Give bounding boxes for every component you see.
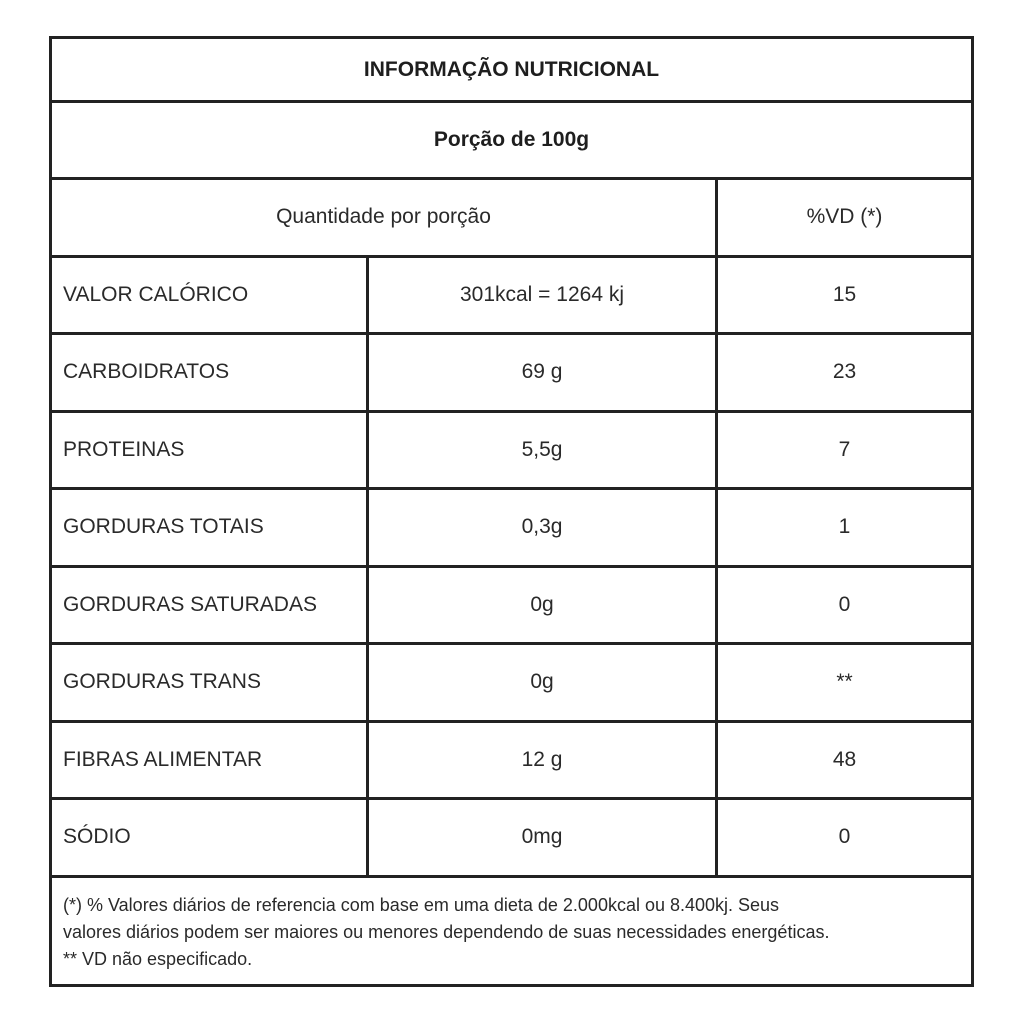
table-row xyxy=(52,413,971,491)
daily-value-header: %VD (*) xyxy=(806,205,883,229)
table-row xyxy=(52,490,971,568)
nutrition-facts-table xyxy=(49,36,974,987)
nutrient-daily-value: 23 xyxy=(832,360,857,384)
nutrient-amount: 12 g xyxy=(369,723,718,798)
table-row xyxy=(52,258,971,336)
nutrient-amount: 0g xyxy=(369,645,718,720)
nutrient-amount: 69 g xyxy=(369,335,718,410)
nutrient-name: PROTEINAS xyxy=(52,413,369,488)
nutrient-daily-value: 1 xyxy=(838,515,851,539)
nutrient-daily-value: 0 xyxy=(838,825,851,849)
nutrient-amount: 301kcal = 1264 kj xyxy=(369,258,718,333)
footnote xyxy=(52,878,971,973)
table-row xyxy=(52,568,971,646)
table-row xyxy=(52,723,971,801)
nutrient-name: GORDURAS TRANS xyxy=(52,645,369,720)
nutrient-daily-value: 48 xyxy=(832,747,857,771)
nutrient-amount: 0mg xyxy=(369,800,718,875)
table-title: INFORMAÇÃO NUTRICIONAL xyxy=(52,39,971,103)
portion-size: Porção de 100g xyxy=(52,103,971,180)
nutrient-amount: 0g xyxy=(369,568,718,643)
quantity-header: Quantidade por porção xyxy=(52,180,718,255)
table-row xyxy=(52,645,971,723)
nutrient-daily-value: 15 xyxy=(832,282,857,306)
nutrient-daily-value: ** xyxy=(836,670,853,694)
nutrient-amount: 0,3g xyxy=(369,490,718,565)
nutrient-daily-value: 0 xyxy=(838,592,851,616)
nutrient-name: SÓDIO xyxy=(52,800,369,875)
footnote-line: valores diários podem ser maiores ou menores dependendo de suas necessidades energéticas. xyxy=(63,921,830,942)
nutrient-name: CARBOIDRATOS xyxy=(52,335,369,410)
footnote-line: ** VD não especificado. xyxy=(63,948,253,969)
nutrient-amount: 5,5g xyxy=(369,413,718,488)
header-row xyxy=(52,180,971,258)
nutrient-name: VALOR CALÓRICO xyxy=(52,258,369,333)
table-row xyxy=(52,335,971,413)
nutrient-name: FIBRAS ALIMENTAR xyxy=(52,723,369,798)
nutrient-name: GORDURAS TOTAIS xyxy=(52,490,369,565)
table-row xyxy=(52,800,971,878)
footnote-line: (*) % Valores diários de referencia com base em uma dieta de 2.000kcal ou 8.400kj. Seus xyxy=(63,894,780,915)
nutrient-daily-value: 7 xyxy=(838,437,851,461)
nutrient-name: GORDURAS SATURADAS xyxy=(52,568,369,643)
